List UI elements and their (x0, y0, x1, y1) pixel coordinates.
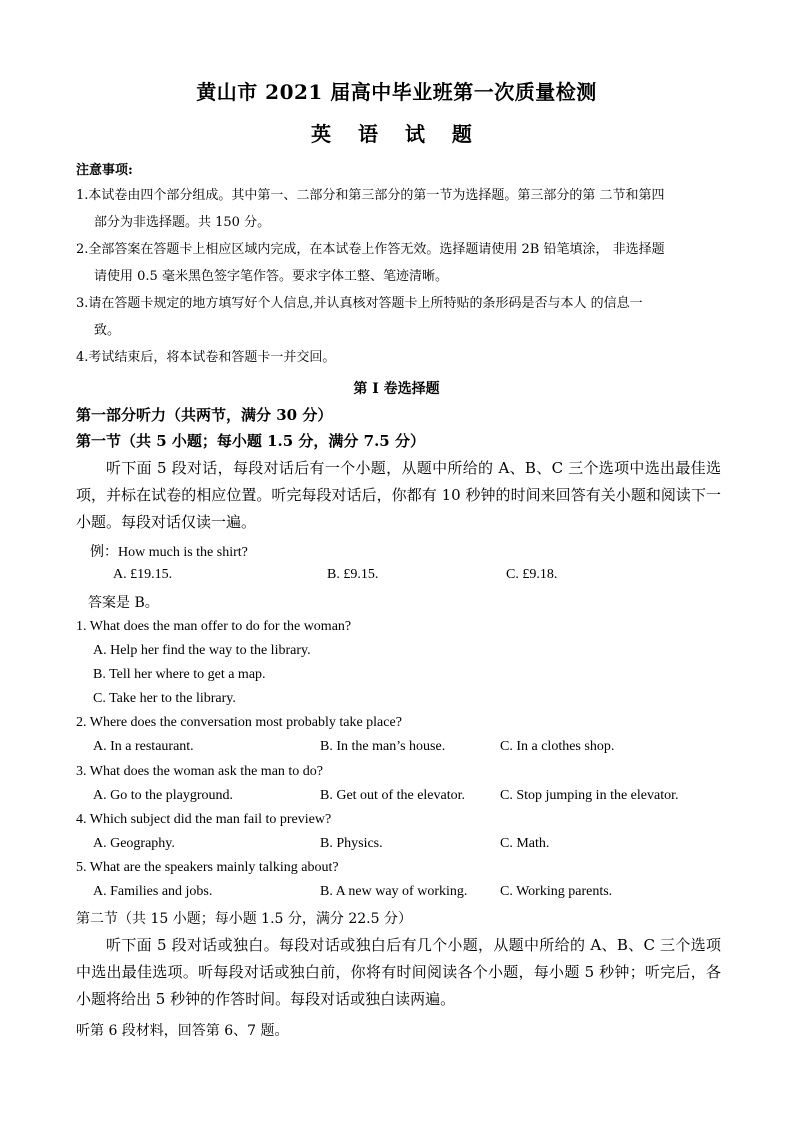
question-1-option-a: A. Help her find the way to the library. (93, 643, 311, 658)
example-option-b: B. £9.15. (327, 567, 379, 582)
question-3-option-a: A. Go to the playground. (93, 788, 233, 803)
note-1-line-1: 1.本试卷由四个部分组成。其中第一、二部分和第三部分的第一节为选择题。第三部分的第 二节和第四 (76, 188, 665, 203)
question-2-option-b: B. In the man’s house. (320, 739, 446, 754)
notes-heading: 注意事项: (76, 163, 133, 178)
question-5-option-c: C. Working parents. (500, 884, 613, 899)
question-2-option-c: C. In a clothes shop. (500, 739, 615, 754)
question-3: 3. What does the woman ask the man to do? (76, 764, 324, 779)
section1-title: 第一节（共 5 小题；每小题 1.5 分，满分 7.5 分） (76, 432, 425, 450)
example-question: 例：How much is the shirt? (90, 545, 248, 560)
volume-title: 第 I 卷选择题 (353, 381, 440, 397)
question-4-option-a: A. Geography. (93, 836, 175, 851)
note-2-line-2: 请使用 0.5 毫米黑色签字笔作答。要求字体工整、笔迹清晰。 (94, 269, 448, 284)
question-3-option-c: C. Stop jumping in the elevator. (500, 788, 679, 803)
question-5-option-a: A. Families and jobs. (93, 884, 213, 899)
note-item-2 (76, 236, 726, 290)
question-3-option-b: B. Get out of the elevator. (320, 788, 466, 803)
note-item-4 (76, 344, 726, 371)
question-5: 5. What are the speakers mainly talking about? (76, 860, 339, 875)
exam-subtitle: 英 语 试 题 (311, 122, 482, 146)
note-3-line-1: 3.请在答题卡规定的地方填写好个人信息,并认真核对答题卡上所特贴的条形码是否与本人 的信息一 (76, 296, 643, 311)
question-2: 2. Where does the conversation most probably take place? (76, 715, 402, 730)
question-4-option-b: B. Physics. (320, 836, 383, 851)
part1-title: 第一部分听力（共两节，满分 30 分） (76, 406, 333, 424)
question-2-option-a: A. In a restaurant. (93, 739, 194, 754)
material-note: 听第 6 段材料，回答第 6、7 题。 (76, 1023, 289, 1039)
note-item-1 (76, 182, 726, 236)
question-4-option-c: C. Math. (500, 836, 550, 851)
note-2-line-1: 2.全部答案在答题卡上相应区域内完成，在本试卷上作答无效。选择题请使用 2B 铅笔填涂， 非选择题 (76, 242, 665, 257)
section2-instructions: 听下面 5 段对话或独白。每段对话或独白后有几个小题，从题中所给的 A、B、C 三个选项 中选出最佳选项。听每段对话或独白前，你将有时间阅读各个小题，每小题 5 秒钟；听完后，各小题将给出 5 秒钟的作答时间。每段对话或独白读两遍。 (76, 936, 721, 1008)
question-1-option-c: C. Take her to the library. (93, 691, 236, 706)
example-option-a: A. £19.15. (113, 567, 173, 582)
example-option-c: C. £9.18. (506, 567, 558, 582)
section2-title: 第二节（共 15 小题；每小题 1.5 分，满分 22.5 分） (76, 911, 412, 927)
note-item-3 (76, 290, 726, 344)
note-1-line-2: 部分为非选择题。共 150 分。 (94, 215, 271, 230)
note-3-line-2: 致。 (94, 323, 121, 338)
question-1: 1. What does the man offer to do for the woman? (76, 619, 352, 634)
question-5-option-b: B. A new way of working. (320, 884, 468, 899)
example-answer: 答案是 B。 (88, 595, 159, 611)
question-4: 4. Which subject did the man fail to preview? (76, 812, 332, 827)
section1-instructions: 听下面 5 段对话，每段对话后有一个小题，从题中所给的 A、B、C 三个选项中选出最佳选项，并标在试卷的相应位置。听完每段对话后，你都有 10 秒钟的时间来回答有关小题和阅读下一小题。每段对话仅读一遍。 (76, 459, 721, 531)
question-1-option-b: B. Tell her where to get a map. (93, 667, 266, 682)
note-4-line-1: 4.考试结束后，将本试卷和答题卡一并交回。 (76, 350, 336, 365)
exam-title: 黄山市 2021 届高中毕业班第一次质量检测 (196, 80, 597, 104)
